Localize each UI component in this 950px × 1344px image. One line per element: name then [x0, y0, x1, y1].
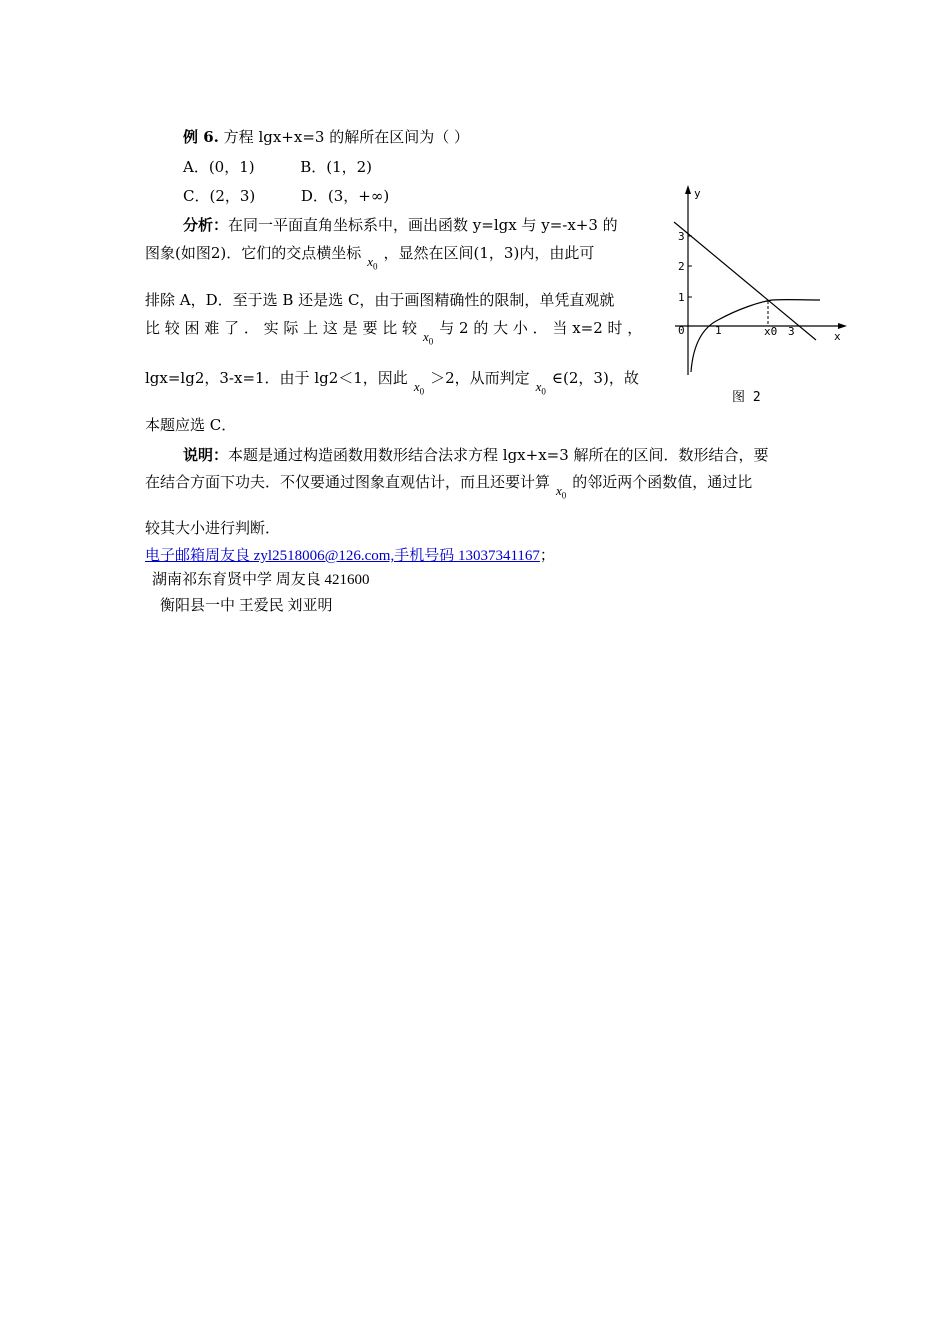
figure-2-graph — [660, 180, 850, 410]
example-question: 方程 lgx+x=3 的解所在区间为（ ） — [223, 128, 469, 146]
option-c: C．(2，3) — [183, 187, 256, 205]
x0-symbol: $x_0$ — [423, 329, 434, 347]
origin-label: 0 — [678, 324, 685, 337]
x-axis-arrow-icon — [838, 323, 847, 329]
x0-symbol: $x_0$ — [367, 254, 378, 272]
note-label: 说明： — [183, 446, 229, 464]
analysis-label: 分析： — [183, 216, 229, 234]
analysis-text-4a: 比 较 困 难 了 ． 实 际 上 这 是 要 比 较 — [145, 319, 417, 337]
email-link[interactable]: 电子邮箱周友良 zyl2518006@126.com,手机号码 13037341167 — [145, 548, 540, 564]
note-line-2 — [145, 472, 753, 501]
analysis-text-3: 排除 A，D．至于选 B 还是选 C，由于画图精确性的限制，单凭直观就 — [145, 291, 615, 309]
analysis-line-3 — [145, 290, 614, 310]
analysis-text-5c: ∈(2，3)，故 — [551, 369, 639, 387]
authors-line: 衡阳县一中 王爱民 刘亚明 — [160, 598, 333, 614]
analysis-line-1 — [183, 215, 618, 235]
note-text-1: 本题是通过构造函数用数形结合法求方程 lgx+x=3 解所在的区间．数形结合，要 — [228, 446, 769, 464]
analysis-line-5 — [145, 368, 639, 397]
x0-symbol: $x_0$ — [413, 379, 425, 397]
note-text-2a: 在结合方面下功夫．不仅要通过图象直观估计，而且还要计算 — [145, 473, 551, 491]
intersection-label: x0 — [764, 325, 778, 338]
analysis-text-4b: 与 2 的 大 小 ． 当 x=2 时 ， — [439, 319, 643, 337]
options-row-2 — [183, 186, 389, 206]
example-heading — [183, 127, 469, 147]
school-line: 湖南祁东育贤中学 周友良 421600 — [152, 572, 370, 588]
x-axis-label: x — [834, 330, 841, 343]
analysis-text-2a: 图象(如图2)．它们的交点横坐标 — [145, 244, 362, 262]
y-axis-label: y — [694, 187, 701, 200]
analysis-text-5b: ＞2，从而判定 — [430, 369, 530, 387]
analysis-text-1: 在同一平面直角坐标系中，画出函数 y=lgx 与 y=-x+3 的 — [228, 216, 618, 234]
line-graph — [674, 222, 816, 340]
analysis-text-6: 本题应选 C． — [145, 416, 237, 434]
y-tick-1: 1 — [678, 291, 685, 304]
note-text-2b: 的邻近两个函数值，通过比 — [572, 473, 753, 491]
options-row-1 — [183, 157, 372, 177]
analysis-line-4 — [145, 318, 643, 347]
note-line-1 — [183, 445, 769, 465]
x-tick-3: 3 — [788, 325, 795, 338]
option-b: B．(1，2) — [300, 158, 373, 176]
y-tick-2: 2 — [678, 260, 685, 273]
analysis-line-6 — [145, 415, 236, 435]
log-curve — [691, 300, 820, 372]
email-suffix: ； — [539, 546, 555, 564]
example-label: 例 6. — [183, 128, 219, 146]
note-line-3 — [145, 518, 280, 538]
note-text-3: 较其大小进行判断． — [145, 519, 281, 537]
analysis-text-2b: ，显然在区间(1，3)内，由此可 — [383, 244, 595, 262]
contact-email-line — [145, 545, 555, 566]
x0-symbol: $x_0$ — [556, 483, 567, 501]
option-a: A．(0，1) — [183, 158, 255, 176]
y-axis-arrow-icon — [685, 185, 691, 194]
analysis-text-5a: lgx=lg2，3-x=1．由于 lg2＜1，因此 — [145, 369, 408, 387]
option-d: D．(3，+∞) — [300, 187, 390, 205]
figure-caption: 图 2 — [732, 390, 761, 405]
x-tick-1: 1 — [715, 324, 722, 337]
x0-symbol: $x_0$ — [535, 379, 546, 397]
y-tick-3: 3 — [678, 230, 685, 243]
analysis-line-2 — [145, 243, 595, 272]
